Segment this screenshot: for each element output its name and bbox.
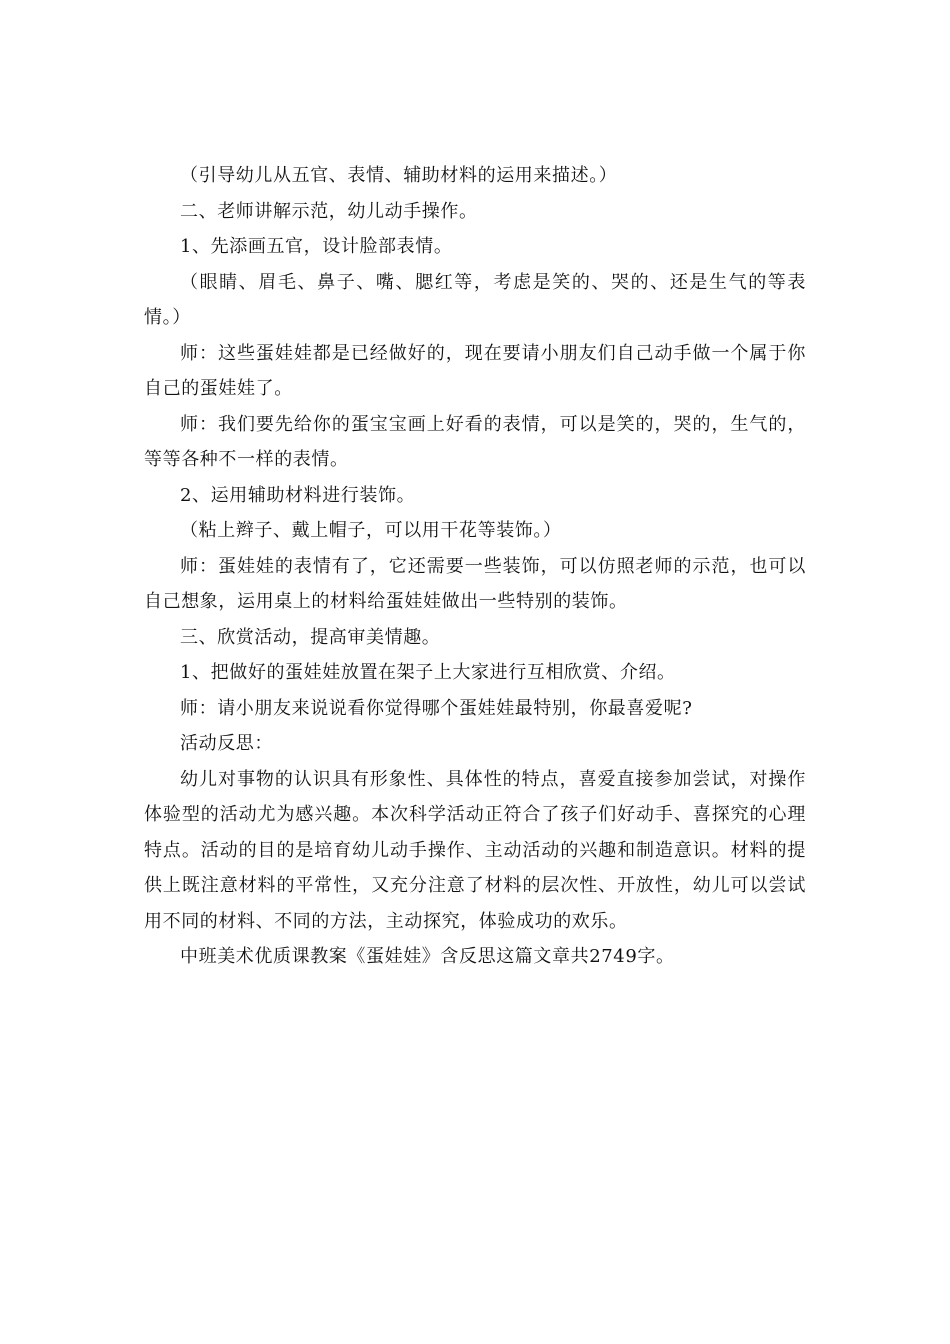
paragraph-teacher-speech-1: 师：这些蛋娃娃都是已经做好的，现在要请小朋友们自己动手做一个属于你自己的蛋娃娃了。 [144, 342, 806, 399]
paragraph-guide-description: （引导幼儿从五官、表情、辅助材料的运用来描述。） [180, 165, 618, 186]
step-display: 1、把做好的蛋娃娃放置在架子上大家进行互相欣赏、介绍。 [180, 662, 676, 683]
section-heading-appreciation: 三、欣赏活动，提高审美情趣。 [180, 626, 441, 648]
section-heading-teacher-demo: 二、老师讲解示范，幼儿动手操作。 [180, 200, 478, 222]
paragraph-teacher-speech-4: 师：请小朋友来说说看你觉得哪个蛋娃娃最特别，你最喜爱呢? [180, 697, 693, 719]
heading-reflection: 活动反思： [180, 733, 273, 754]
paragraph-reflection: 幼儿对事物的认识具有形象性、具体性的特点，喜爱直接参加尝试，对操作体验型的活动尤为感兴趣。本次科学活动正符合了孩子们好动手、喜探究的心理特点。活动的目的是培育幼儿动手操作、主动活动的兴趣和制造意识。材料的提供上既注意材料的平常性，又充分注意了材料的层次性、开放性，幼儿可以尝试用不同的材料、不同的方法，主动探究，体验成功的欢乐。 [144, 768, 806, 932]
document-body [144, 158, 806, 975]
step-draw-features: 1、先添画五官，设计脸部表情。 [180, 236, 453, 257]
paragraph-word-count: 中班美术优质课教案《蛋娃娃》含反思这篇文章共2749字。 [180, 946, 675, 967]
paragraph-teacher-speech-3: 师：蛋娃娃的表情有了，它还需要一些装饰，可以仿照老师的示范，也可以自己想象，运用桌上的材料给蛋娃娃做出一些特别的装饰。 [144, 555, 806, 612]
step-decorate: 2、运用辅助材料进行装饰。 [180, 484, 416, 506]
paragraph-features-note: （眼睛、眉毛、鼻子、嘴、腮红等，考虑是笑的、哭的、还是生气的等表情。） [144, 271, 806, 328]
paragraph-decorate-note: （粘上辫子、戴上帽子，可以用干花等装饰。） [180, 520, 562, 541]
paragraph-teacher-speech-2: 师：我们要先给你的蛋宝宝画上好看的表情，可以是笑的，哭的，生气的，等等各种不一样的表情。 [144, 413, 806, 470]
